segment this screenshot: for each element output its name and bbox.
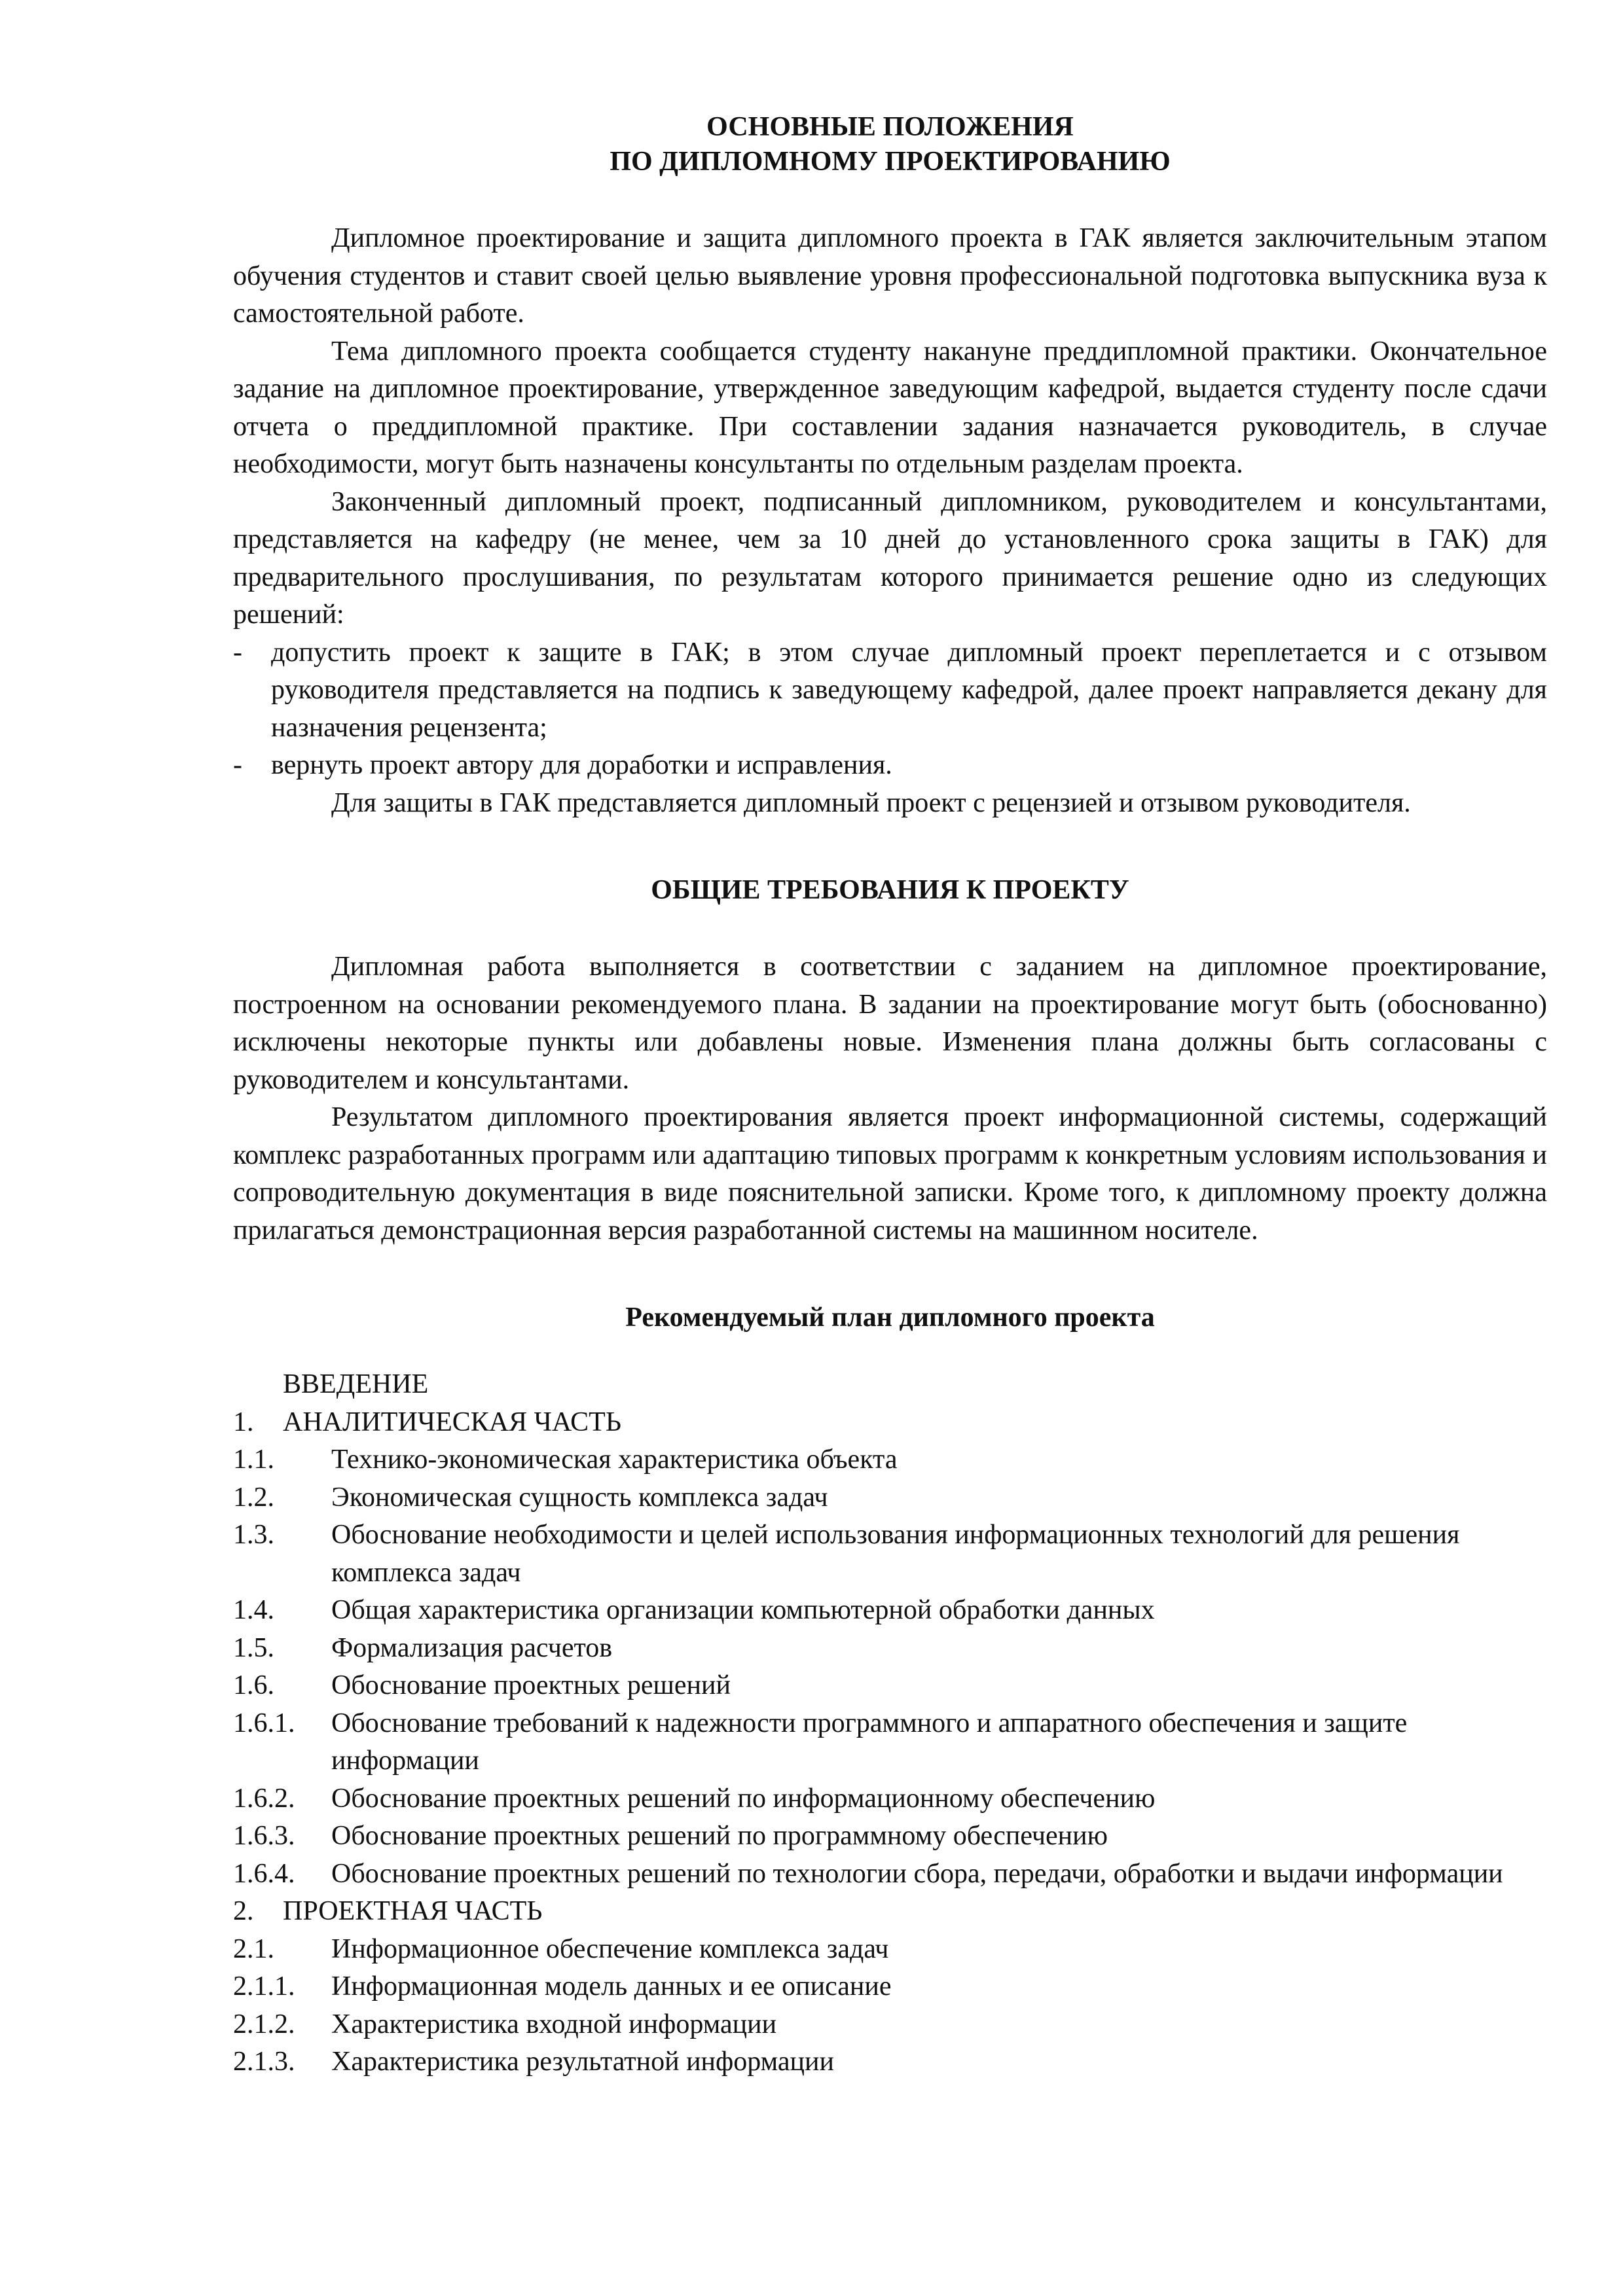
list-item [233,747,1547,785]
list-item-text: вернуть проект автору для доработки и исправления. [271,750,892,780]
plan-item-number: 2.1. [233,1933,274,1964]
plan-item-text: Формализация расчетов [331,1632,613,1663]
plan-item-number: 1.1. [233,1444,274,1475]
plan-item [233,2006,1547,2044]
plan-item-number: 1. [233,1407,254,1437]
plan-item-text: Обоснование проектных решений по информационному обеспечению [331,1783,1156,1814]
plan-item [233,1667,1547,1705]
plan-item-number: 2.1.1. [233,1971,295,2001]
plan-item [233,1818,1547,1856]
list-dash: - [233,637,242,668]
plan-item-text: Обоснование проектных решений по программному обеспечению [331,1821,1108,1851]
plan-item-text: Общая характеристика организации компьютерной обработки данных [331,1595,1155,1625]
plan-item [233,1404,1547,1442]
plan-item [233,1856,1547,1893]
plan-item-text: Обоснование необходимости и целей использования информационных технологий для решения комплекса задач [331,1520,1460,1588]
plan-item-number: 1.4. [233,1595,274,1625]
plan-item [233,2043,1547,2081]
plan-item-number: 1.6.4. [233,1858,295,1889]
plan-item [233,1516,1547,1592]
plan-item-text: Обоснование проектных решений [331,1670,731,1700]
requirements-paragraph-2: Результатом дипломного проектирования является проект информационной системы, содержащий комплекс разработанных программ или адаптацию типовых программ к конкретным условиям использования и сопроводительную документация в виде пояснительной записки. Кроме того, к дипломному проекту должна прилагаться демонстрационная версия разработанной системы на машинном носителе. [233,1102,1547,1246]
plan-item-number: 2.1.2. [233,2009,295,2039]
section-heading-requirements: ОБЩИЕ ТРЕБОВАНИЯ К ПРОЕКТУ [651,875,1129,905]
plan-item [233,1479,1547,1517]
intro-paragraph-2: Тема дипломного проекта сообщается студенту накануне преддипломной практики. Окончательное задание на дипломное проектирование, утвержденное заведующим кафедрой, выдается студенту после сдачи отчета о преддипломной практике. При составлении задания назначается руководитель, в случае необходимости, могут быть назначены консультанты по отдельным разделам проекта. [233,336,1547,479]
plan-item-text: ВВЕДЕНИЕ [283,1369,429,1399]
plan-item-text: Технико-экономическая характеристика объекта [331,1444,898,1475]
list-dash: - [233,750,242,780]
plan-item-text: Экономическая сущность комплекса задач [331,1482,828,1513]
plan-item-number: 1.6. [233,1670,274,1700]
plan-item [233,1705,1547,1780]
list-item [233,634,1547,747]
plan-item-text: Обоснование проектных решений по технологии сбора, передачи, обработки и выдачи информации [331,1858,1503,1889]
plan-item-text: Характеристика входной информации [331,2009,777,2039]
plan-item-number: 2.1.3. [233,2047,295,2077]
main-heading-line2: ПО ДИПЛОМНОМУ ПРОЕКТИРОВАНИЮ [610,147,1171,177]
intro-paragraph-4: Для защиты в ГАК представляется дипломный проект с рецензией и отзывом руководителя. [331,787,1411,818]
plan-item-text: ПРОЕКТНАЯ ЧАСТЬ [283,1896,543,1926]
plan-item-number: 1.6.2. [233,1783,295,1814]
plan-item-text: Информационная модель данных и ее описание [331,1971,892,2001]
intro-paragraph-3: Законченный дипломный проект, подписанный дипломником, руководителем и консультантами, представляется на кафедру (не менее, чем за 10 дней до установленного срока защиты в ГАК) для предварительного прослушивания, по результатам которого принимается решение одно из следующих решений: [233,486,1547,630]
plan-item-number: 1.5. [233,1632,274,1663]
intro-paragraph-1: Дипломное проектирование и защита дипломного проекта в ГАК является заключительным этапом обучения студентов и ставит своей целью выявление уровня профессиональной подготовка выпускника вуза к самостоятельной работе. [233,223,1547,329]
list-item-text: допустить проект к защите в ГАК; в этом случае дипломный проект переплетается и с отзывом руководителя представляется на подпись к заведующему кафедрой, далее проект направляется декану для назначения рецензента; [271,637,1547,743]
plan-item-number: 1.6.1. [233,1708,295,1738]
plan-item [233,1893,1547,1931]
requirements-paragraph-1: Дипломная работа выполняется в соответствии с заданием на дипломное проектирование, построенном на основании рекомендуемого плана. В задании на проектирование могут быть (обоснованно) исключены некоторые пункты или добавлены новые. Изменения плана должны быть согласованы с руководителем и консультантами. [233,952,1547,1095]
document-content [233,110,1547,2081]
plan-item [233,1780,1547,1818]
plan-item [233,1366,1547,1404]
plan-item [233,1968,1547,2006]
section-heading-plan: Рекомендуемый план дипломного проекта [625,1302,1155,1333]
plan-item-text: Информационное обеспечение комплекса задач [331,1933,889,1964]
plan-item-text: Характеристика результатной информации [331,2047,834,2077]
plan-item [233,1931,1547,1969]
main-heading-line1: ОСНОВНЫЕ ПОЛОЖЕНИЯ [706,112,1074,142]
plan-item-text: АНАЛИТИЧЕСКАЯ ЧАСТЬ [283,1407,621,1437]
plan-item-number: 1.2. [233,1482,274,1513]
plan-item-text: Обоснование требований к надежности программного и аппаратного обеспечения и защите информации [331,1708,1408,1776]
plan-item-number: 2. [233,1896,254,1926]
plan-item [233,1441,1547,1479]
plan-list [233,1366,1547,2081]
plan-item [233,1630,1547,1668]
plan-item-number: 1.3. [233,1520,274,1550]
main-heading [233,110,1547,179]
plan-item [233,1592,1547,1630]
plan-item-number: 1.6.3. [233,1821,295,1851]
